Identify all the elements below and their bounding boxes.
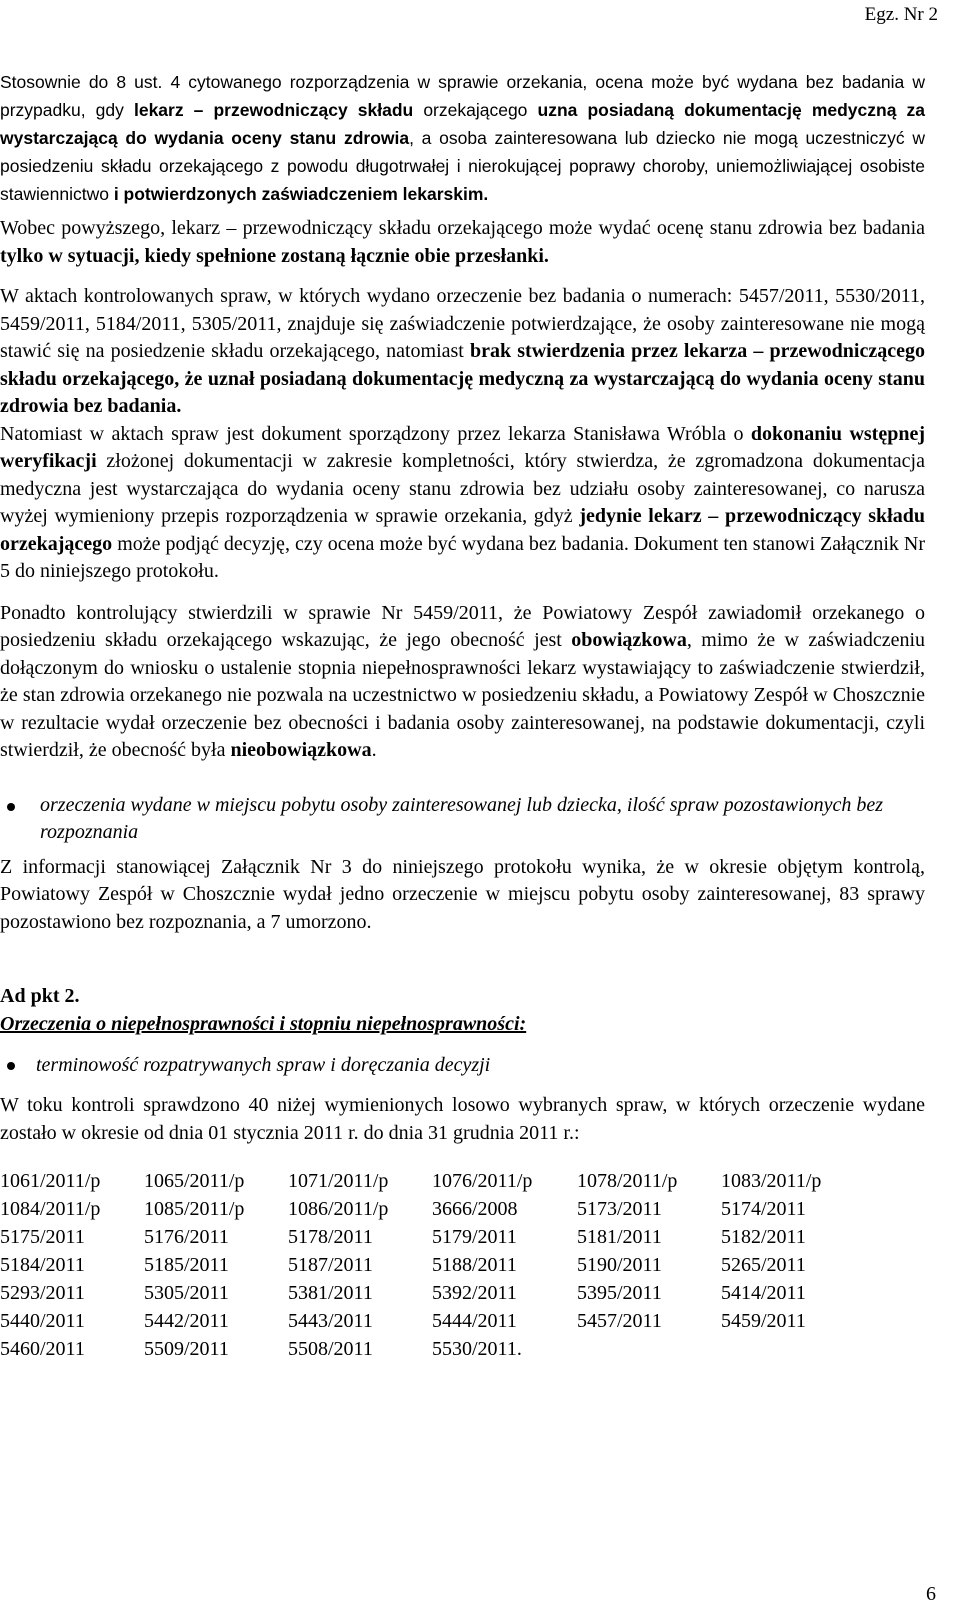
- case-number: 1065/2011/p: [144, 1170, 245, 1192]
- case-number: 1071/2011/p: [288, 1170, 389, 1192]
- case-number: 5381/2011: [288, 1282, 373, 1304]
- paragraph-doctor-document: [0, 421, 925, 586]
- case-number: 1086/2011/p: [288, 1198, 389, 1220]
- case-number: 5530/2011.: [432, 1338, 522, 1360]
- text-run: Wobec powyższego, lekarz – przewodniczący składu orzekającego może wydać ocenę stanu zdrowia bez badania: [0, 217, 925, 239]
- case-number: 1078/2011/p: [577, 1170, 678, 1192]
- bold-run: brak stwierdzenia przez lekarza – przewodniczącego składu orzekającego, że uznał posiadaną dokumentację medyczną za wystarczającą do wydania oceny stanu zdrowia bez badania.: [0, 340, 925, 417]
- case-number: 5460/2011: [0, 1338, 85, 1360]
- case-number: 5265/2011: [721, 1254, 806, 1276]
- text-run: , a osoba zainteresowana lub dziecko nie mogą uczestniczyć w posiedzeniu składu orzekającego z powodu długotrwałej i nierokującej poprawy choroby, uniemożliwiającej osobiste stawiennictwo: [0, 128, 925, 204]
- text-run: Stosownie do 8 ust. 4 cytowanego rozporządzenia w sprawie orzekania, ocena może być wydana bez badania w przypadku, gdy: [0, 72, 925, 120]
- copy-number-label: Egz. Nr 2: [864, 4, 938, 25]
- case-number: 5188/2011: [432, 1254, 517, 1276]
- case-number-list: [0, 1167, 925, 1363]
- paragraph-legal-basis: [0, 68, 925, 208]
- text-run: Natomiast w aktach spraw jest dokument sporządzony przez lekarza Stanisława Wróbla o: [0, 422, 751, 445]
- document-body: [0, 68, 925, 1363]
- case-number: 5459/2011: [721, 1310, 806, 1332]
- page-number: 6: [926, 1583, 936, 1605]
- case-number: 5440/2011: [0, 1310, 85, 1332]
- paragraph-conditions: [0, 215, 925, 270]
- bold-run: obowiązkowa: [571, 629, 687, 651]
- case-number: 5444/2011: [432, 1310, 517, 1332]
- paragraph-annex-3: Z informacji stanowiącej Załącznik Nr 3 do niniejszego protokołu wynika, że w okresie objętym kontrolą, Powiatowy Zespół w Choszcznie wydał jedno orzeczenie w miejscu pobytu osoby zainteresowanej, 83 sprawy pozostawiono bez rozpoznania, a 7 umorzono.: [0, 855, 925, 933]
- case-number: 1085/2011/p: [144, 1198, 245, 1220]
- case-number: 5392/2011: [432, 1282, 517, 1304]
- text-run: Ponadto kontrolujący stwierdzili w sprawie Nr 5459/2011, że Powiatowy Zespół zawiadomił orzekanego o posiedzeniu składu orzekającego wskazując, że jego obecność jest: [0, 601, 925, 651]
- case-number: 5182/2011: [721, 1226, 806, 1248]
- text-run: orzekającego: [413, 100, 538, 120]
- case-number: 5443/2011: [288, 1310, 373, 1332]
- bold-run: nieobowiązkowa: [230, 739, 372, 761]
- bold-run: lekarz – przewodniczący składu: [133, 100, 414, 120]
- case-number: 5395/2011: [577, 1282, 662, 1304]
- case-number: 1061/2011/p: [0, 1170, 101, 1192]
- case-number: 5187/2011: [288, 1254, 373, 1276]
- bullet-item-timeliness: [0, 1051, 925, 1079]
- bullet-icon: [0, 792, 40, 847]
- case-number: 5185/2011: [144, 1254, 229, 1276]
- case-number: 5179/2011: [432, 1226, 517, 1248]
- bullet-text: terminowość rozpatrywanych spraw i doręczania decyzji: [36, 1054, 491, 1076]
- case-number: 5173/2011: [577, 1198, 662, 1220]
- text-run: , mimo że w zaświadczeniu dołączonym do wniosku o ustalenie stopnia niepełnosprawności lekarz wystawiający to zaświadczenie stwierdził, że stan zdrowia orzekanego nie pozwala na uczestnictwo w posiedzeniu składu, a Powiatowy Zespół w Choszcznie w rezultacie wydał orzeczenie bez obecności i badania osoby zainteresowanej, na podstawie dokumentacji, czyli stwierdził, że obecność była: [0, 629, 925, 761]
- bold-run: dokonaniu wstępnej weryfikacji: [0, 422, 926, 472]
- case-number: 5457/2011: [577, 1310, 662, 1332]
- case-number: 5442/2011: [144, 1310, 229, 1332]
- case-number: 5178/2011: [288, 1226, 373, 1248]
- paragraph-controlled-cases: [0, 283, 925, 421]
- text-run: .: [371, 739, 377, 761]
- text-run: W aktach kontrolowanych spraw, w których wydano orzeczenie bez badania o numerach: 5457/2011, 5530/2011, 5459/2011, 5184/2011, 5305/2011, znajduje się zaświadczenie potwierdzające, że osoby zainteresowane nie mogą stawić się na posiedzenie składu orzekającego, natomiast: [0, 285, 925, 362]
- bullet-text: orzeczenia wydane w miejscu pobytu osoby zainteresowanej lub dziecka, ilość spraw pozostawionych bez rozpoznania: [40, 793, 884, 843]
- case-number: 1083/2011/p: [721, 1170, 822, 1192]
- case-number: 3666/2008: [432, 1198, 518, 1220]
- case-number: 5508/2011: [288, 1338, 373, 1360]
- case-number: 5305/2011: [144, 1282, 229, 1304]
- paragraph-sample-cases: W toku kontroli sprawdzono 40 niżej wymienionych losowo wybranych spraw, w których orzeczenie wydane zostało w okresie od dnia 01 stycznia 2011 r. do dnia 31 grudnia 2011 r.:: [0, 1094, 925, 1144]
- text-run: złożonej dokumentacji w zakresie kompletności, który stwierdza, że zgromadzona dokumentacja medyczna jest wystarczająca do wydania oceny stanu zdrowia bez udziału osoby zainteresowanej, co narusza wyżej wymieniony przepis rozporządzenia w sprawie orzekania, gdyż: [0, 450, 925, 527]
- bullet-icon: [0, 1051, 36, 1079]
- section-heading: Orzeczenia o niepełnosprawności i stopniu niepełnosprawności:: [0, 1013, 527, 1035]
- case-number: 5174/2011: [721, 1198, 806, 1220]
- case-number: 5184/2011: [0, 1254, 85, 1276]
- section-number: Ad pkt 2.: [0, 985, 80, 1007]
- case-number: 5176/2011: [144, 1226, 229, 1248]
- bold-run: tylko w sytuacji, kiedy spełnione zostaną łącznie obie przesłanki.: [0, 244, 549, 267]
- bold-run: uzna posiadaną dokumentację medyczną za wystarczającą do wydania oceny stanu zdrowia: [0, 100, 926, 148]
- case-number: 1084/2011/p: [0, 1198, 101, 1220]
- case-number: 5181/2011: [577, 1226, 662, 1248]
- paragraph-case-5459: [0, 600, 925, 765]
- bold-run: i potwierdzonych zaświadczeniem lekarskim.: [113, 184, 489, 204]
- case-number: 5414/2011: [721, 1282, 806, 1304]
- text-run: może podjąć decyzję, czy ocena może być wydana bez badania. Dokument ten stanowi Załącznik Nr 5 do niniejszego protokołu.: [0, 532, 925, 582]
- case-number: 5175/2011: [0, 1226, 85, 1248]
- bullet-item-place-of-stay: [0, 792, 925, 847]
- case-number: 5293/2011: [0, 1282, 85, 1304]
- bold-run: jedynie lekarz – przewodniczący składu orzekającego: [0, 505, 925, 555]
- case-number: 5190/2011: [577, 1254, 662, 1276]
- case-number: 1076/2011/p: [432, 1170, 533, 1192]
- case-number: 5509/2011: [144, 1338, 229, 1360]
